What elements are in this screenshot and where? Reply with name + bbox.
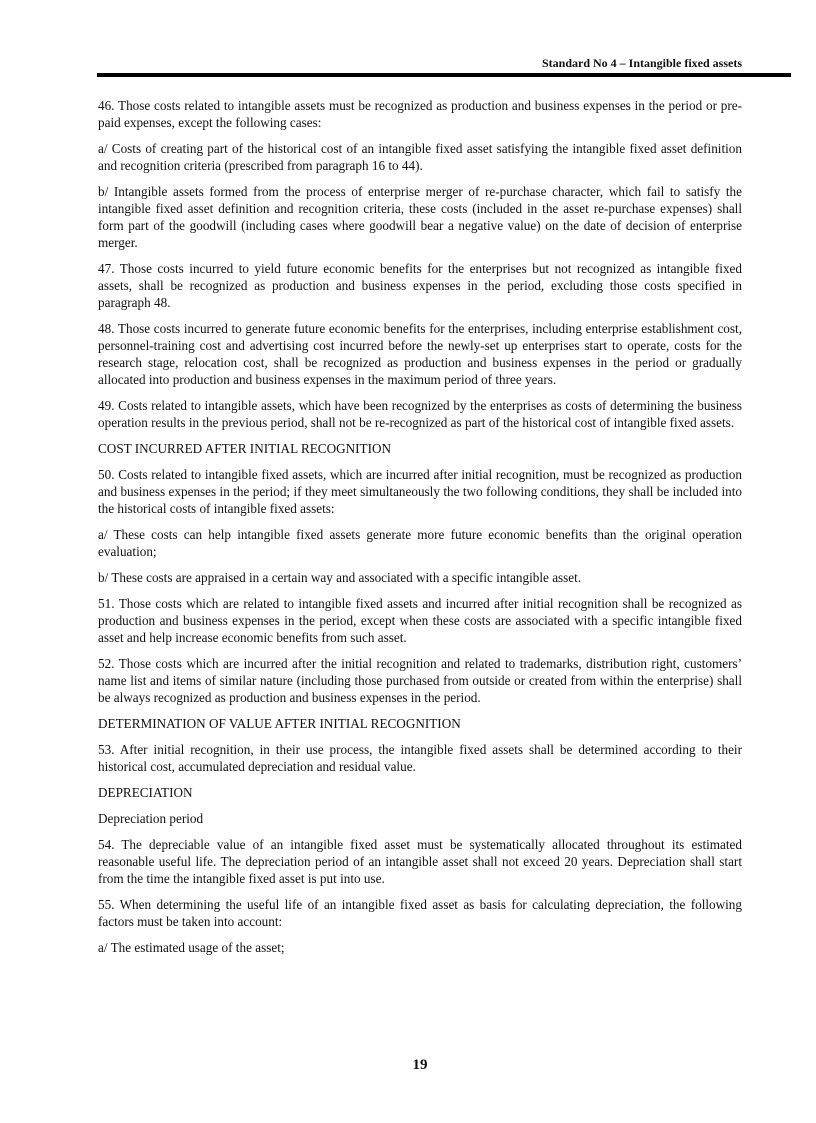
section-heading-depreciation: DEPRECIATION — [98, 785, 193, 800]
paragraph-50a: a/ These costs can help intangible fixed assets generate more future economic benefits than the original operation evaluation; — [98, 527, 742, 559]
paragraph-55: 55. When determining the useful life of an intangible fixed asset as basis for calculating depreciation, the following factors must be taken into account: — [98, 897, 742, 929]
section-heading-value-determination: DETERMINATION OF VALUE AFTER INITIAL RECOGNITION — [98, 716, 461, 731]
paragraph-47: 47. Those costs incurred to yield future economic benefits for the enterprises but not recognized as intangible fixed assets, shall be recognized as production and business expenses in the period, excluding those costs specified in paragraph 48. — [98, 261, 742, 310]
paragraph-46b: b/ Intangible assets formed from the process of enterprise merger of re-purchase character, which fail to satisfy the intangible fixed asset definition and recognition criteria, these costs (included in the asset re-purchase expenses) shall form part of the goodwill (including cases where goodwill bear a negative value) on the date of decision of enterprise merger. — [98, 184, 742, 250]
paragraph-48: 48. Those costs incurred to generate future economic benefits for the enterprises, including enterprise establishment cost, personnel-training cost and advertising cost incurred before the newly-set up enterprises start to operate, costs for the research stage, relocation cost, shall be recognized as production and business expenses in the period or gradually allocated into production and business expenses in the maximum period of three years. — [98, 321, 742, 387]
paragraph-51: 51. Those costs which are related to intangible fixed assets and incurred after initial recognition shall be recognized as production and business expenses in the period, except when these costs are associated with a specific intangible fixed asset and help increase economic benefits from such asset. — [98, 596, 742, 645]
header-rule — [97, 73, 791, 77]
paragraph-53: 53. After initial recognition, in their use process, the intangible fixed assets shall be determined according to their historical cost, accumulated depreciation and residual value. — [98, 742, 742, 774]
paragraph-55a: a/ The estimated usage of the asset; — [98, 940, 285, 955]
paragraph-50: 50. Costs related to intangible fixed assets, which are incurred after initial recognition, must be recognized as production and business expenses in the period; if they meet simultaneously the two following conditions, they shall be included into the historical costs of intangible fixed assets: — [98, 467, 742, 516]
section-heading-cost-after-recognition: COST INCURRED AFTER INITIAL RECOGNITION — [98, 441, 392, 456]
paragraph-54: 54. The depreciable value of an intangible fixed asset must be systematically allocated throughout its estimated reasonable useful life. The depreciation period of an intangible asset shall not exceed 20 years. Depreciation shall start from the time the intangible fixed asset is put into use. — [98, 837, 742, 886]
page-body — [98, 97, 742, 965]
paragraph-46: 46. Those costs related to intangible assets must be recognized as production and business expenses in the period or pre-paid expenses, except the following cases: — [98, 98, 742, 130]
paragraph-46a: a/ Costs of creating part of the historical cost of an intangible fixed asset satisfying the intangible fixed asset definition and recognition criteria (prescribed from paragraph 16 to 44). — [98, 141, 742, 173]
page-number: 19 — [412, 1057, 428, 1073]
paragraph-52: 52. Those costs which are incurred after the initial recognition and related to trademarks, distribution right, customers’ name list and items of similar nature (including those purchased from outside or created from within the enterprise) shall be always recognized as production and business expenses in the period. — [98, 656, 742, 705]
subheading-depreciation-period: Depreciation period — [98, 811, 204, 826]
paragraph-50b: b/ These costs are appraised in a certain way and associated with a specific intangible asset. — [98, 570, 582, 585]
paragraph-49: 49. Costs related to intangible assets, which have been recognized by the enterprises as costs of determining the business operation results in the previous period, shall not be re-recognized as part of the historical cost of intangible fixed assets. — [98, 398, 742, 430]
running-header-title: Standard No 4 – Intangible fixed assets — [541, 56, 742, 70]
